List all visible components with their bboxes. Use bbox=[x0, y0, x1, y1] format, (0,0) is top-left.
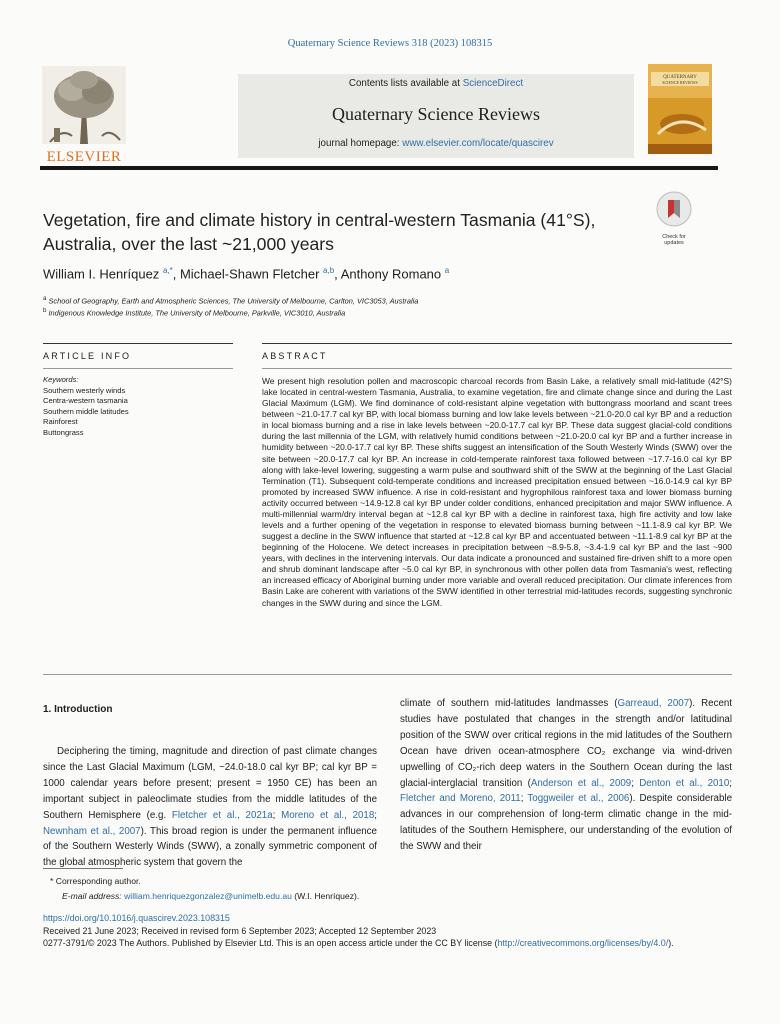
journal-cover-thumbnail[interactable] bbox=[648, 64, 712, 154]
corresponding-author-note: * Corresponding author. bbox=[50, 876, 141, 886]
body-text: ; bbox=[520, 793, 528, 805]
author-affiliation-marker[interactable]: a,b bbox=[323, 266, 335, 275]
citation-link[interactable]: Fletcher et al., 2021a bbox=[171, 809, 273, 821]
author-name[interactable]: Anthony Romano bbox=[340, 266, 442, 282]
abstract-rule bbox=[262, 343, 732, 344]
article-footer bbox=[43, 912, 674, 950]
keywords-rule bbox=[43, 368, 233, 369]
body-text: ; bbox=[729, 777, 732, 789]
journal-citation[interactable]: Quaternary Science Reviews 318 (2023) 108315 bbox=[287, 38, 493, 49]
citation-link[interactable]: Toggweiler et al., 2006 bbox=[527, 793, 630, 805]
journal-homepage-line: journal homepage: www.elsevier.com/locate/quascirev bbox=[318, 138, 554, 149]
citation-link[interactable]: Anderson et al., 2009 bbox=[530, 777, 632, 789]
email-link[interactable]: william.henriquezgonzalez@unimelb.edu.au bbox=[124, 891, 292, 901]
intro-column-2 bbox=[400, 696, 732, 855]
header-rule bbox=[40, 166, 718, 170]
elsevier-logo[interactable] bbox=[42, 66, 126, 165]
keywords-list bbox=[43, 375, 129, 438]
body-text: ; bbox=[272, 809, 282, 821]
abstract-text: We present high resolution pollen and macroscopic charcoal records from Basin Lake, a relatively small mid-latitude (42°S) lake located in central-western Tasmania, Australia, to examine vegetation, fire and climate change since and during the Last Glacial Maximum (LGM). We find dominance of cold-resistant alpine vegetation with buttongrass moorland and scant trees between ~21.0-17.7 cal kyr BP, with local biomass burning and low lake levels between ~21.0-20.0 cal kyr BP and a reduction in local biomass burning and a rise in lake levels between ~20.0-17.7 cal kyr BP. These data suggest glacial-cold conditions during the last millennia of the LGM, with relatively humid conditions between ~21.0-20.0 cal kyr BP and a further increase in humidity between ~20.0-17.7 cal kyr BP. These shifts suggest an intensification of the South Westerly Winds (SWW) over the site between ~20.0-17.7 cal kyr BP. An increase in cold-temperate rainforest taxa followed between ~17.7-16.0 cal kyr BP along with lake-level lowering, suggesting a warm pulse and southward shift of the SWW at the beginning of the Last Glacial Termination (T1). Subsequent cold-temperate conditions and increased precipitation ensued between ~16.0-14.9 cal kyr BP promoted by increased SWW influence. A rise in cold-resistant and hygrophilous rainforest taxa and lower biomass burning activity occurred between ~14.9-12.8 cal kyr BP under colder conditions, enhanced precipitation and major SWW influence. A multi-millennial warm/dry interval began at ~12.8 cal kyr BP with a decline in rainforest taxa, high fire activity and low lake levels and a further opening of the vegetation in response to elevated biomass burning between ~11.1-8.9 cal kyr BP. We suggest a decline in the SWW influence that started at ~12.8 cal kyr BP and accentuated between ~11.1-8.9 cal kyr BP at the beginning of the Holocene. We detect increases in precipitation between ~8.9-5.8, ~3.4-1.9 cal kyr BP and the last ~900 years, with declines in the intervening intervals. Our data indicate a pronounced and sustained fire-driven shift to a more open and shrub dominant landscape after ~5.0 cal kyr BP, in synchronous with other pollen data from Tasmania's west, reflecting an increased efficacy of Aboriginal burning under more variable and overall reduced precipitation. Our climate inferences from Basin Lake are coherent with variations of the SWW identified in other terrestrial mid-latitudes records, suggesting synchronic changes in the SWW during and since the LGM. bbox=[262, 376, 732, 608]
article-info-rule bbox=[43, 343, 233, 344]
elsevier-tree-icon bbox=[42, 66, 126, 144]
affiliation-a: $^a$ School of Geography, Earth and Atmospheric Sciences, The University of Melbourne, Carlton, VIC3053, Australia bbox=[43, 295, 419, 306]
journal-homepage-link[interactable]: www.elsevier.com/locate/quascirev bbox=[402, 138, 554, 149]
keyword: Southern westerly winds bbox=[43, 385, 126, 395]
svg-text:QUATERNARY: QUATERNARY bbox=[663, 75, 697, 80]
article-title: Vegetation, fire and climate history in central-western Tasmania (41°S), Australia, over the last ~21,000 years bbox=[43, 210, 596, 254]
abstract-heading: ABSTRACT bbox=[262, 351, 328, 361]
keyword: Southern middle latitudes bbox=[43, 406, 129, 416]
elsevier-wordmark: ELSEVIER bbox=[46, 149, 122, 165]
body-text: ; bbox=[374, 809, 377, 821]
author-name[interactable]: William I. Henríquez bbox=[43, 266, 160, 282]
check-updates-icon bbox=[654, 190, 694, 228]
received-dates: Received 21 June 2023; Received in revised form 6 September 2023; Accepted 12 September 2023 bbox=[43, 925, 437, 936]
sciencedirect-link[interactable]: ScienceDirect bbox=[462, 78, 524, 89]
citation-link[interactable]: Fletcher and Moreno, 2011 bbox=[400, 793, 521, 805]
footnote-rule bbox=[43, 868, 123, 869]
license-link[interactable]: http://creativecommons.org/licenses/by/4.0/ bbox=[497, 938, 669, 949]
affiliation-b: $^b$ Indigenous Knowledge Institute, The University of Melbourne, Parkville, VIC3010, Australia bbox=[43, 307, 346, 318]
citation-link[interactable]: Moreno et al., 2018 bbox=[281, 809, 375, 821]
author-affiliation-marker[interactable]: a,* bbox=[162, 266, 173, 275]
body-text: ). Despite considerable advances in our comprehension of long-term climatic change in the mid-latitudes of the Southern Hemisphere, our understanding of the evolution of the SWW and their bbox=[400, 793, 732, 853]
citation-link[interactable]: Newnham et al., 2007 bbox=[43, 825, 141, 837]
author-list: William I. Henríquez $^{a,*}$, Michael-Shawn Fletcher $^{a,b}$, Anthony Romano $^a$ bbox=[43, 266, 450, 282]
introduction-heading: 1. Introduction bbox=[43, 704, 113, 715]
svg-text:SCIENCE REVIEWS: SCIENCE REVIEWS bbox=[662, 80, 698, 85]
cover-image bbox=[648, 64, 712, 154]
license-line: 0277-3791/© 2023 The Authors. Published by Elsevier Ltd. This is an open access article under the CC BY license (http://creativecommons.org/licenses/by/4.0/). bbox=[43, 938, 674, 949]
keyword: Centra-western tasmania bbox=[43, 396, 128, 405]
body-text: ). This broad region is under the permanent influence of the Southern Westerly Winds (SWW), a zonally symmetric component of the global atmospheric system that govern the bbox=[43, 825, 377, 869]
journal-name[interactable]: Quaternary Science Reviews bbox=[332, 104, 540, 124]
intro-column-1 bbox=[43, 744, 377, 871]
journal-header-box bbox=[238, 74, 634, 158]
keyword: Buttongrass bbox=[43, 427, 84, 437]
article-info-heading: ARTICLE INFO bbox=[43, 351, 132, 361]
keyword: Rainforest bbox=[43, 417, 78, 426]
author-affiliation-marker[interactable]: a bbox=[444, 266, 450, 275]
abstract-bottom-rule bbox=[43, 674, 732, 675]
citation-link[interactable]: Denton et al., 2010 bbox=[639, 777, 730, 789]
citation-link[interactable]: Garreaud, 2007 bbox=[617, 698, 690, 709]
body-text: climate of southern mid-latitudes landmasses ( bbox=[400, 698, 618, 709]
body-text: ). Recent studies have postulated that changes in the strength and/or latitudinal position of the SWW over critical regions in the mid latitudes of the Southern Ocean have driven ocean-atmosphere CO₂ exchange via wind-driven upwelling of CO₂-rich deep waters in the Southern Ocean during the last glacial-interglacial transition ( bbox=[400, 698, 732, 789]
check-for-updates-button[interactable]: Check for updates bbox=[654, 190, 694, 246]
body-text: Deciphering the timing, magnitude and direction of past climate changes since the Last Glacial Maximum (LGM, ~24.0-18.0 cal kyr BP; cal kyr BP = 1000 calendar years before present; present = 1950 CE) has been an important subject in paleoclimate studies from the middle latitudes of the Southern Hemisphere (e.g. bbox=[43, 746, 377, 821]
abstract-rule-2 bbox=[262, 368, 732, 369]
author-name[interactable]: Michael-Shawn Fletcher bbox=[179, 266, 320, 282]
doi-link[interactable]: https://doi.org/10.1016/j.quascirev.2023.108315 bbox=[43, 913, 230, 923]
body-text: ; bbox=[631, 777, 640, 789]
contents-line: Contents lists available at ScienceDirect bbox=[348, 78, 524, 89]
email-note: E-mail address: william.henriquezgonzalez@unimelb.edu.au (W.I. Henríquez). bbox=[62, 891, 360, 901]
keywords-label: Keywords: bbox=[43, 375, 79, 384]
